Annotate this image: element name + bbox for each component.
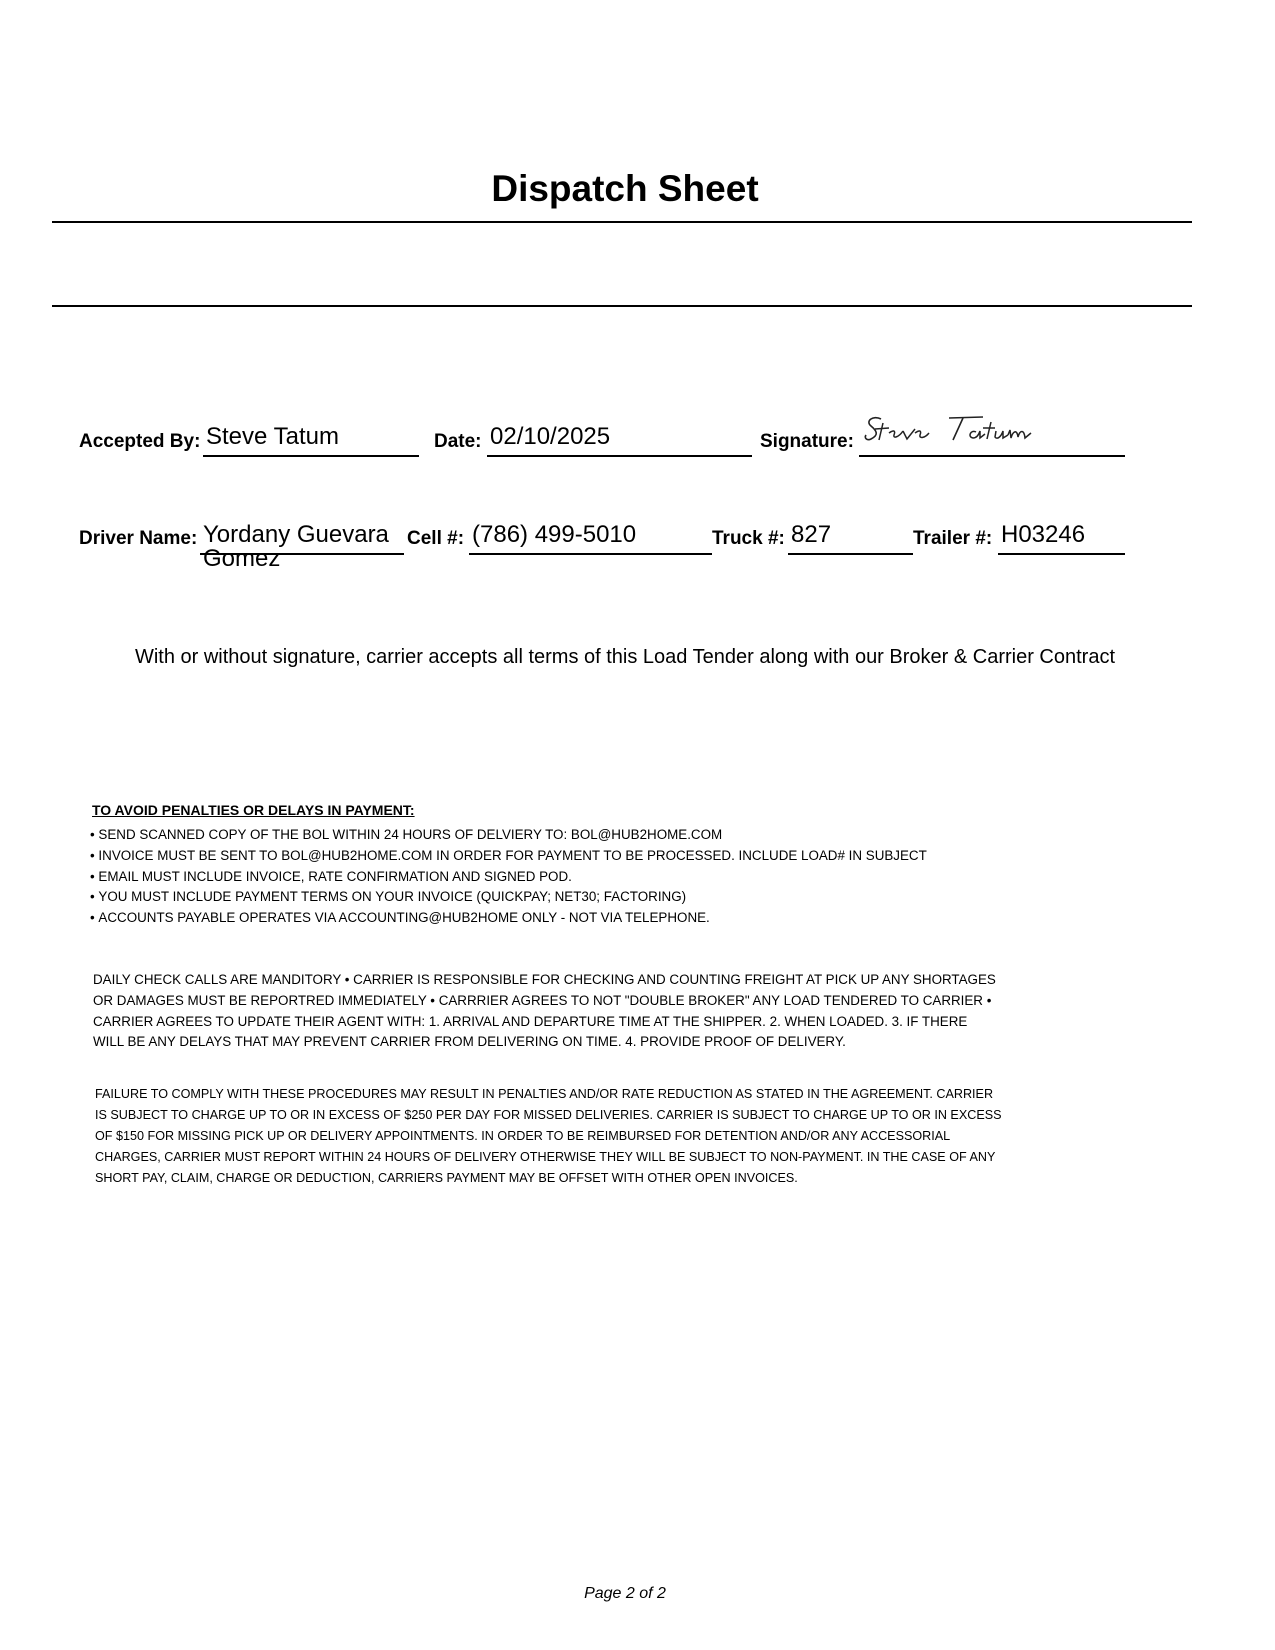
page-title: Dispatch Sheet bbox=[491, 168, 759, 209]
driver-name-field[interactable] bbox=[200, 521, 404, 572]
cell-field[interactable] bbox=[469, 523, 712, 555]
paragraph-line: IS SUBJECT TO CHARGE UP TO OR IN EXCESS OF $250 PER DAY FOR MISSED DELIVERIES. CARRIER IS SUBJECT TO CHARGE UP TO OR IN EXCESS bbox=[95, 1108, 1002, 1122]
trailer-label: Trailer #: bbox=[913, 528, 993, 549]
accepted-by-field[interactable] bbox=[203, 425, 419, 457]
top-divider bbox=[52, 221, 1192, 223]
list-item: • SEND SCANNED COPY OF THE BOL WITHIN 24 HOURS OF DELVIERY TO: BOL@HUB2HOME.COM bbox=[90, 825, 927, 846]
truck-value: 827 bbox=[791, 521, 832, 548]
trailer-field[interactable] bbox=[998, 523, 1125, 555]
contract-notice: With or without signature, carrier accepts all terms of this Load Tender along with our Broker & Carrier Contract bbox=[134, 646, 1116, 668]
date-value: 02/10/2025 bbox=[490, 423, 611, 450]
signature-label: Signature: bbox=[760, 431, 854, 452]
paragraph-line: OF $150 FOR MISSING PICK UP OR DELIVERY APPOINTMENTS. IN ORDER TO BE REIMBURSED FOR DETENTION AND/OR ANY ACCESSORIAL bbox=[95, 1129, 951, 1143]
driver-name-value-line2: Gomez bbox=[203, 545, 281, 572]
second-divider bbox=[52, 305, 1192, 307]
driver-name-value-line1: Yordany Guevara bbox=[203, 521, 389, 548]
payment-heading: TO AVOID PENALTIES OR DELAYS IN PAYMENT: bbox=[92, 802, 415, 818]
failure-paragraph bbox=[95, 1084, 1095, 1189]
paragraph-line: WILL BE ANY DELAYS THAT MAY PREVENT CARRIER FROM DELIVERING ON TIME. 4. PROVIDE PROOF OF DELIVERY. bbox=[93, 1034, 846, 1050]
cell-value: (786) 499-5010 bbox=[472, 521, 637, 548]
trailer-value: H03246 bbox=[1001, 521, 1086, 548]
accepted-by-value: Steve Tatum bbox=[206, 423, 339, 450]
paragraph-line: CARRIER AGREES TO UPDATE THEIR AGENT WITH: 1. ARRIVAL AND DEPARTURE TIME AT THE SHIPPER. 2. WHEN LOADED. 3. IF THERE bbox=[93, 1013, 968, 1029]
list-item: • ACCOUNTS PAYABLE OPERATES VIA ACCOUNTING@HUB2HOME ONLY - NOT VIA TELEPHONE. bbox=[90, 908, 927, 929]
paragraph-line: OR DAMAGES MUST BE REPORTRED IMMEDIATELY • CARRRIER AGREES TO NOT "DOUBLE BROKER" ANY LOAD TENDERED TO CARRIER • bbox=[93, 992, 992, 1008]
page-number: Page 2 of 2 bbox=[584, 1585, 666, 1602]
paragraph-line: DAILY CHECK CALLS ARE MANDITORY • CARRIER IS RESPONSIBLE FOR CHECKING AND COUNTING FREIGHT AT PICK UP ANY SHORTAGES bbox=[93, 972, 996, 987]
paragraph-line: SHORT PAY, CLAIM, CHARGE OR DEDUCTION, CARRIERS PAYMENT MAY BE OFFSET WITH OTHER OPEN INVOICES. bbox=[95, 1171, 798, 1185]
check-calls-paragraph bbox=[93, 970, 1113, 1053]
paragraph-line: FAILURE TO COMPLY WITH THESE PROCEDURES MAY RESULT IN PENALTIES AND/OR RATE REDUCTION AS STATED IN THE AGREEMENT. CARRIER bbox=[95, 1087, 994, 1101]
paragraph-line: CHARGES, CARRIER MUST REPORT WITHIN 24 HOURS OF DELIVERY OTHERWISE THEY WILL BE SUBJECT TO NON-PAYMENT. IN THE CASE OF ANY bbox=[95, 1150, 996, 1164]
driver-name-label: Driver Name: bbox=[79, 528, 198, 549]
signature-drawing bbox=[863, 413, 1063, 453]
date-label: Date: bbox=[434, 431, 482, 452]
date-field[interactable] bbox=[487, 425, 752, 457]
list-item: • EMAIL MUST INCLUDE INVOICE, RATE CONFIRMATION AND SIGNED POD. bbox=[90, 867, 927, 888]
accepted-by-label: Accepted By: bbox=[79, 431, 201, 452]
payment-list bbox=[90, 825, 927, 929]
cell-label: Cell #: bbox=[407, 528, 465, 549]
truck-label: Truck #: bbox=[712, 528, 785, 549]
list-item: • YOU MUST INCLUDE PAYMENT TERMS ON YOUR INVOICE (QUICKPAY; NET30; FACTORING) bbox=[90, 887, 927, 908]
list-item: • INVOICE MUST BE SENT TO BOL@HUB2HOME.COM IN ORDER FOR PAYMENT TO BE PROCESSED. INCLUDE LOAD# IN SUBJECT bbox=[90, 846, 927, 867]
truck-field[interactable] bbox=[788, 523, 913, 555]
signature-field[interactable] bbox=[859, 425, 1125, 457]
